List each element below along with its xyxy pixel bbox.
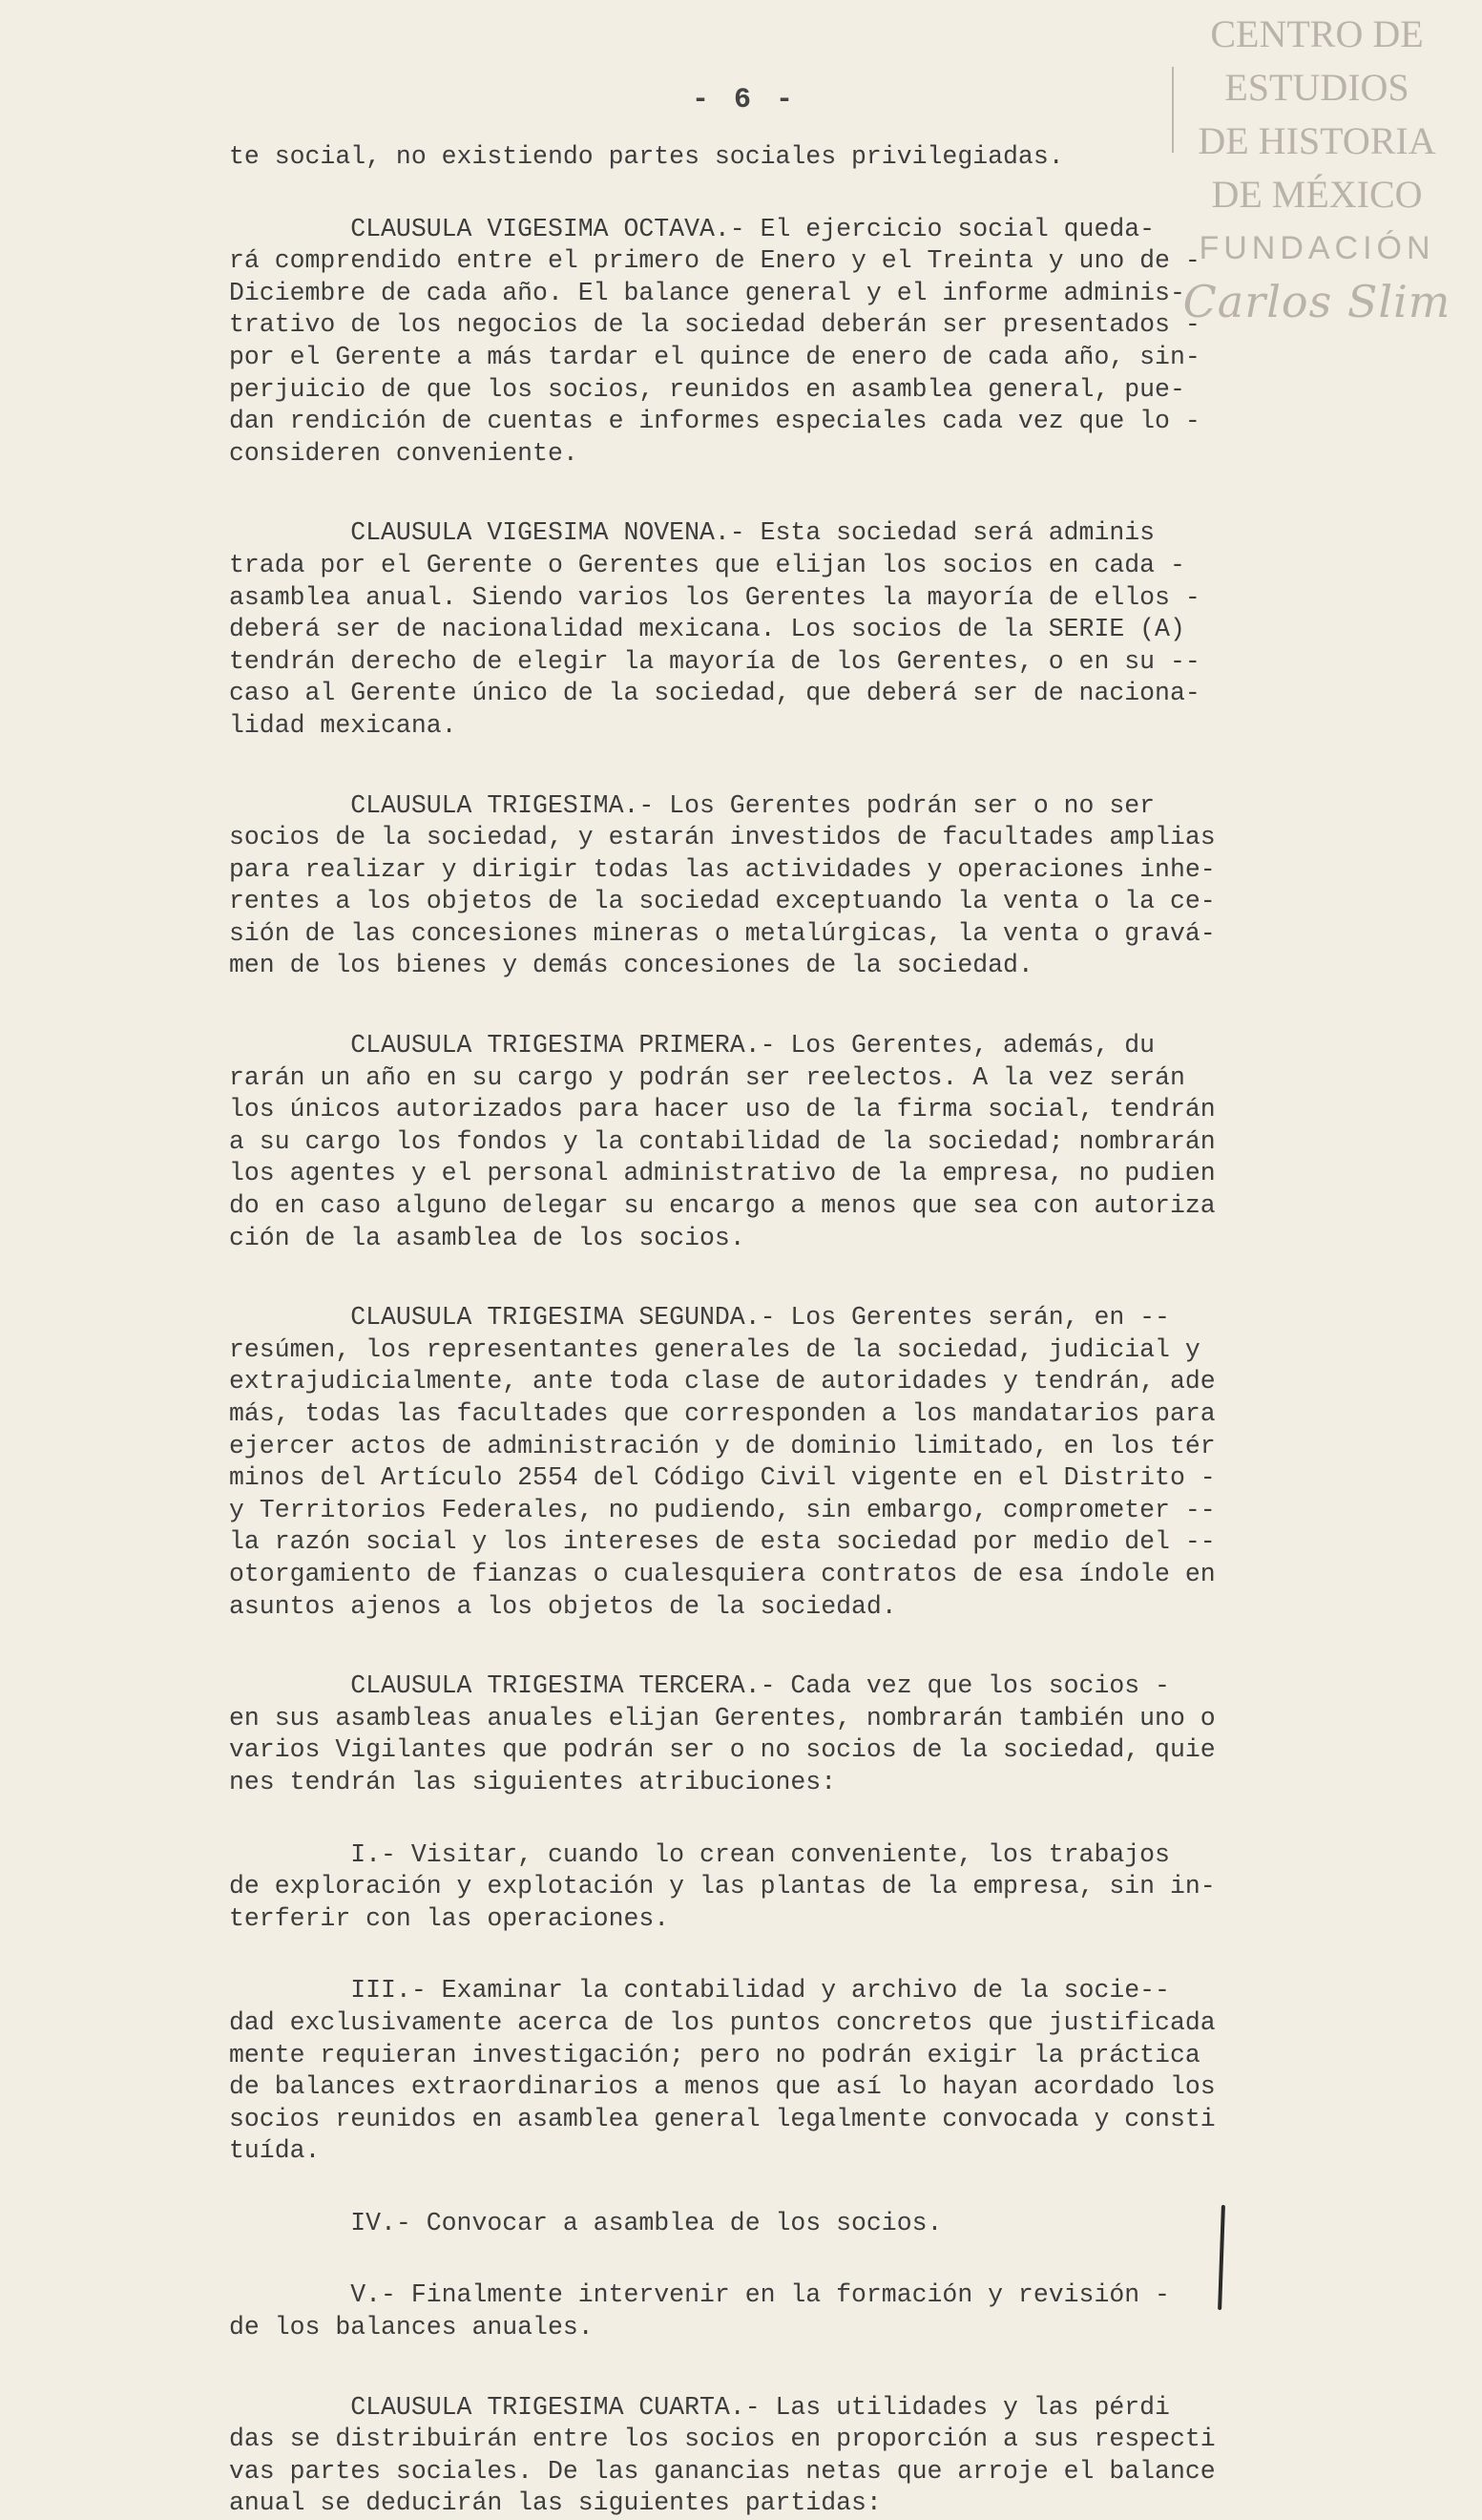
paragraph-gap: [229, 470, 1408, 517]
paragraph: [229, 1670, 1408, 1798]
watermark-line: CENTRO DE: [1210, 12, 1424, 55]
text-line: asuntos ajenos a los objetos de la sociedad.: [229, 1591, 897, 1621]
text-line: socios reunidos en asamblea general legalmente convocada y consti: [229, 2104, 1216, 2133]
paragraph: [229, 1302, 1408, 1623]
paragraph: [229, 790, 1408, 983]
text-line: rarán un año en su cargo y podrán ser reelectos. A la vez serán: [229, 1062, 1185, 1092]
paragraph: [229, 214, 1408, 471]
text-line: terferir con las operaciones.: [229, 1903, 670, 1933]
text-line: asamblea anual. Siendo varios los Gerentes la mayoría de ellos -: [229, 582, 1200, 612]
paragraph-gap: [229, 174, 1408, 214]
text-line: te social, no existiendo partes sociales privilegiadas.: [229, 142, 1064, 171]
text-line: men de los bienes y demás concesiones de la sociedad.: [229, 951, 1033, 980]
text-line: perjuicio de que los socios, reunidos en asamblea general, pue-: [229, 374, 1185, 404]
paragraph-gap: [229, 2168, 1408, 2208]
document-body: [229, 141, 1408, 2520]
text-line: consideren conveniente.: [229, 438, 578, 468]
text-line: trativo de los negocios de la sociedad deberán ser presentados -: [229, 310, 1200, 340]
text-line: tendrán derecho de elegir la mayoría de los Gerentes, o en su --: [229, 646, 1200, 676]
text-line: lidad mexicana.: [229, 710, 457, 740]
watermark-signature: Carlos Slim: [1182, 276, 1451, 327]
text-line: V.- Finalmente intervenir en la formación y revisión -: [229, 2280, 1170, 2310]
text-line: para realizar y dirigir todas las actividades y operaciones inhe-: [229, 854, 1216, 884]
text-line: CLAUSULA VIGESIMA NOVENA.- Esta sociedad será adminis: [229, 518, 1156, 548]
page-number: - 6 -: [692, 84, 798, 116]
text-line: sión de las concesiones mineras o metalúrgicas, la venta o gravá-: [229, 918, 1216, 948]
text-line: la razón social y los intereses de esta sociedad por medio del --: [229, 1527, 1216, 1557]
paragraph: [229, 1975, 1408, 2168]
text-line: I.- Visitar, cuando lo crean conveniente, los trabajos: [229, 1839, 1170, 1869]
text-line: socios de la sociedad, y estarán investidos de facultades amplias: [229, 823, 1216, 852]
text-line: varios Vigilantes que podrán ser o no socios de la sociedad, quie: [229, 1735, 1216, 1765]
text-line: rentes a los objetos de la sociedad exceptuando la venta o la ce-: [229, 887, 1216, 916]
paragraph: [229, 1030, 1408, 1254]
text-line: trada por el Gerente o Gerentes que elijan los socios en cada -: [229, 550, 1185, 579]
text-line: CLAUSULA TRIGESIMA PRIMERA.- Los Gerentes, además, du: [229, 1031, 1156, 1060]
text-line: los agentes y el personal administrativo de la empresa, no pudien: [229, 1159, 1216, 1188]
paragraph-gap: [229, 1254, 1408, 1302]
text-line: resúmen, los representantes generales de la sociedad, judicial y: [229, 1334, 1200, 1364]
text-line: otorgamiento de fianzas o cualesquiera contratos de esa índole en: [229, 1559, 1216, 1588]
text-line: en sus asambleas anuales elijan Gerentes, nombrarán también uno o: [229, 1703, 1216, 1732]
text-line: III.- Examinar la contabilidad y archivo de la socie--: [229, 1976, 1170, 2006]
text-line: extrajudicialmente, ante toda clase de autoridades y tendrán, ade: [229, 1367, 1216, 1396]
paragraph: [229, 1839, 1408, 1936]
paragraph-gap: [229, 1935, 1408, 1975]
paragraph: [229, 141, 1408, 174]
paragraph: [229, 2279, 1408, 2343]
text-line: dan rendición de cuentas e informes especiales cada vez que lo -: [229, 407, 1200, 436]
paragraph-gap: [229, 2344, 1408, 2392]
text-line: vas partes sociales. De las ganancias netas que arroje el balance: [229, 2456, 1216, 2486]
text-line: más, todas las facultades que corresponden a los mandatarios para: [229, 1399, 1216, 1428]
paragraph: [229, 2208, 1408, 2240]
text-line: deberá ser de nacionalidad mexicana. Los socios de la SERIE (A): [229, 615, 1185, 644]
text-line: Diciembre de cada año. El balance general y el informe adminis-: [229, 278, 1185, 307]
text-line: CLAUSULA TRIGESIMA TERCERA.- Cada vez que los socios -: [229, 1671, 1170, 1701]
text-line: a su cargo los fondos y la contabilidad de la sociedad; nombrarán: [229, 1126, 1216, 1156]
text-line: de balances extraordinarios a menos que así lo hayan acordado los: [229, 2072, 1216, 2102]
text-line: por el Gerente a más tardar el quince de enero de cada año, sin-: [229, 342, 1200, 371]
text-line: CLAUSULA TRIGESIMA SEGUNDA.- Los Gerentes serán, en --: [229, 1303, 1170, 1333]
text-line: y Territorios Federales, no pudiendo, sin embargo, comprometer --: [229, 1495, 1216, 1524]
text-line: mente requieran investigación; pero no podrán exigir la práctica: [229, 2040, 1200, 2069]
text-line: anual se deducirán las siguientes partidas:: [229, 2488, 882, 2518]
text-line: do en caso alguno delegar su encargo a menos que sea con autoriza: [229, 1191, 1216, 1221]
text-line: rá comprendido entre el primero de Enero y el Treinta y uno de -: [229, 246, 1200, 276]
paragraph-gap: [229, 743, 1408, 790]
text-line: de exploración y explotación y las plantas de la empresa, sin in-: [229, 1872, 1216, 1901]
text-line: CLAUSULA TRIGESIMA CUARTA.- Las utilidades y las pérdi: [229, 2392, 1170, 2422]
text-line: ejercer actos de administración y de dominio limitado, en los tér: [229, 1431, 1216, 1460]
paragraph-gap: [229, 1623, 1408, 1670]
text-line: dad exclusivamente acerca de los puntos concretos que justificada: [229, 2007, 1216, 2037]
text-line: CLAUSULA VIGESIMA OCTAVA.- El ejercicio social queda-: [229, 214, 1156, 243]
text-line: das se distribuirán entre los socios en proporción a sus respecti: [229, 2425, 1216, 2454]
text-line: tuída.: [229, 2136, 321, 2166]
paragraph-gap: [229, 2239, 1408, 2279]
text-line: de los balances anuales.: [229, 2313, 594, 2342]
text-line: nes tendrán las siguientes atribuciones:: [229, 1767, 837, 1796]
text-line: minos del Artículo 2554 del Código Civil vigente en el Distrito -: [229, 1463, 1216, 1493]
watermark-line: FUNDACIÓN: [1199, 230, 1435, 266]
watermark-line: DE HISTORIA: [1198, 119, 1436, 162]
watermark-divider: [1172, 67, 1174, 153]
text-line: caso al Gerente único de la sociedad, que deberá ser de naciona-: [229, 679, 1200, 708]
paragraph-gap: [229, 982, 1408, 1030]
paragraph: [229, 2392, 1408, 2520]
text-line: ción de la asamblea de los socios.: [229, 1223, 745, 1252]
paragraph: [229, 517, 1408, 742]
text-line: IV.- Convocar a asamblea de los socios.: [229, 2208, 943, 2237]
text-line: los únicos autorizados para hacer uso de la firma social, tendrán: [229, 1095, 1216, 1124]
watermark-line: ESTUDIOS: [1224, 66, 1409, 109]
text-line: CLAUSULA TRIGESIMA.- Los Gerentes podrán ser o no ser: [229, 790, 1156, 820]
paragraph-gap: [229, 1799, 1408, 1839]
watermark-line: DE MÉXICO: [1211, 173, 1423, 216]
